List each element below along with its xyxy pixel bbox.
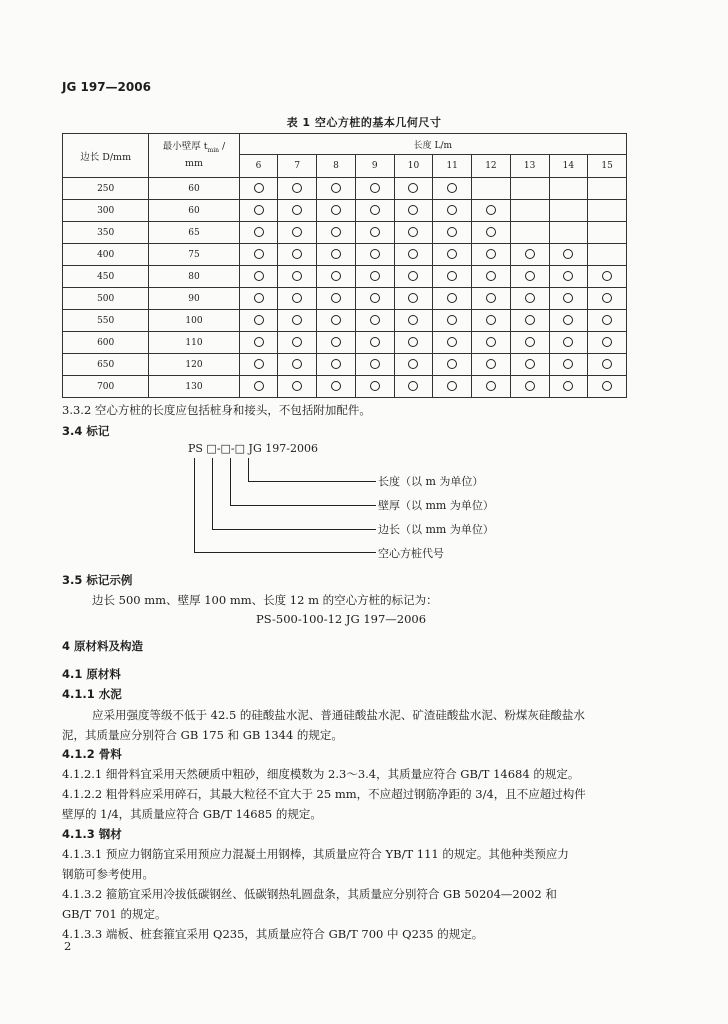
available-circle-icon <box>563 271 573 281</box>
side-length-cell: 350 <box>63 222 149 244</box>
availability-cell <box>317 310 356 332</box>
available-circle-icon <box>292 315 302 325</box>
available-circle-icon <box>370 315 380 325</box>
available-circle-icon <box>370 249 380 259</box>
availability-cell <box>510 266 549 288</box>
table-row <box>63 222 627 244</box>
available-circle-icon <box>563 359 573 369</box>
availability-cell <box>278 200 317 222</box>
available-circle-icon <box>602 293 612 303</box>
availability-cell <box>510 354 549 376</box>
available-circle-icon <box>525 337 535 347</box>
available-circle-icon <box>486 359 496 369</box>
clause-4-1-3-2-line1: 4.1.3.2 箍筋宜采用冷拔低碳钢丝、低碳钢热轧圆盘条，其质量应分别符合 GB 50204—2002 和 <box>62 887 557 901</box>
available-circle-icon <box>486 315 496 325</box>
available-circle-icon <box>525 249 535 259</box>
available-circle-icon <box>292 271 302 281</box>
available-circle-icon <box>331 227 341 237</box>
available-circle-icon <box>254 271 264 281</box>
table-caption: 表 1 空心方桩的基本几何尺寸 <box>286 116 442 129</box>
available-circle-icon <box>254 315 264 325</box>
available-circle-icon <box>408 205 418 215</box>
availability-cell <box>239 222 278 244</box>
chapter-4-heading: 4 原材料及构造 <box>62 639 144 653</box>
availability-cell <box>433 222 472 244</box>
table-row <box>63 376 627 398</box>
availability-cell <box>394 310 433 332</box>
availability-cell <box>317 178 356 200</box>
availability-cell <box>510 288 549 310</box>
header-length: 长度 L/m <box>239 134 626 155</box>
clause-4-1-1-line1: 应采用强度等级不低于 42.5 的硅酸盐水泥、普通硅酸盐水泥、矿渣硅酸盐水泥、粉煤灰硅酸盐水 <box>92 708 585 722</box>
available-circle-icon <box>331 249 341 259</box>
availability-cell <box>355 266 394 288</box>
availability-cell <box>355 222 394 244</box>
side-length-cell: 550 <box>63 310 149 332</box>
availability-cell <box>472 222 511 244</box>
available-circle-icon <box>370 183 380 193</box>
available-circle-icon <box>408 271 418 281</box>
length-col-6: 6 <box>239 155 278 178</box>
header-side: 边长 D/mm <box>63 134 149 178</box>
table-row <box>63 332 627 354</box>
availability-cell <box>510 244 549 266</box>
table-row <box>63 354 627 376</box>
available-circle-icon <box>602 271 612 281</box>
availability-cell <box>317 376 356 398</box>
availability-cell <box>510 310 549 332</box>
availability-cell <box>317 222 356 244</box>
available-circle-icon <box>370 359 380 369</box>
availability-cell <box>472 376 511 398</box>
availability-cell <box>588 310 627 332</box>
table-row <box>63 178 627 200</box>
availability-cell <box>394 178 433 200</box>
available-circle-icon <box>563 315 573 325</box>
marking-example: PS-500-100-12 JG 197—2006 <box>256 612 427 626</box>
wall-thickness-cell: 75 <box>149 244 239 266</box>
availability-cell <box>394 200 433 222</box>
availability-cell <box>239 310 278 332</box>
section-3-5-heading: 3.5 标记示例 <box>62 573 133 587</box>
availability-cell <box>317 244 356 266</box>
side-length-cell: 600 <box>63 332 149 354</box>
side-length-cell: 300 <box>63 200 149 222</box>
marking-label-code: 空心方桩代号 <box>378 547 444 560</box>
available-circle-icon <box>525 293 535 303</box>
available-circle-icon <box>408 359 418 369</box>
available-circle-icon <box>602 337 612 347</box>
availability-cell <box>239 288 278 310</box>
availability-cell <box>317 332 356 354</box>
availability-cell <box>317 288 356 310</box>
available-circle-icon <box>486 381 496 391</box>
clause-4-1-3-1-line2: 钢筋可参考使用。 <box>62 867 154 881</box>
availability-cell <box>355 310 394 332</box>
available-circle-icon <box>370 271 380 281</box>
availability-cell <box>549 222 588 244</box>
length-col-10: 10 <box>394 155 433 178</box>
availability-cell <box>278 354 317 376</box>
available-circle-icon <box>331 359 341 369</box>
availability-cell <box>239 244 278 266</box>
availability-cell <box>394 244 433 266</box>
available-circle-icon <box>254 293 264 303</box>
availability-cell <box>549 354 588 376</box>
available-circle-icon <box>331 205 341 215</box>
available-circle-icon <box>447 359 457 369</box>
availability-cell <box>549 266 588 288</box>
available-circle-icon <box>408 315 418 325</box>
section-3-4-heading: 3.4 标记 <box>62 424 110 438</box>
available-circle-icon <box>486 205 496 215</box>
availability-cell <box>355 288 394 310</box>
section-4-1-heading: 4.1 原材料 <box>62 667 121 681</box>
clause-4-1-2-2-line1: 4.1.2.2 粗骨料应采用碎石，其最大粒径不宜大于 25 mm，不应超过钢筋净距的 3/4，且不应超过构件 <box>62 787 586 801</box>
availability-cell <box>472 200 511 222</box>
available-circle-icon <box>370 381 380 391</box>
availability-cell <box>394 354 433 376</box>
availability-cell <box>510 178 549 200</box>
available-circle-icon <box>447 293 457 303</box>
available-circle-icon <box>447 205 457 215</box>
section-4-1-2-heading: 4.1.2 骨料 <box>62 747 122 761</box>
availability-cell <box>588 376 627 398</box>
available-circle-icon <box>602 381 612 391</box>
length-col-11: 11 <box>433 155 472 178</box>
availability-cell <box>549 200 588 222</box>
marking-label-length: 长度（以 m 为单位） <box>378 475 484 488</box>
length-col-9: 9 <box>355 155 394 178</box>
available-circle-icon <box>525 315 535 325</box>
table-row <box>63 266 627 288</box>
availability-cell <box>588 266 627 288</box>
availability-cell <box>278 288 317 310</box>
available-circle-icon <box>408 381 418 391</box>
available-circle-icon <box>292 293 302 303</box>
wall-thickness-cell: 130 <box>149 376 239 398</box>
availability-cell <box>472 266 511 288</box>
available-circle-icon <box>370 205 380 215</box>
clause-3-5-text: 边长 500 mm、壁厚 100 mm、长度 12 m 的空心方桩的标记为： <box>92 593 438 607</box>
availability-cell <box>433 200 472 222</box>
available-circle-icon <box>370 227 380 237</box>
wall-thickness-cell: 100 <box>149 310 239 332</box>
clause-4-1-3-3: 4.1.3.3 端板、桩套箍宜采用 Q235，其质量应符合 GB/T 700 中 Q235 的规定。 <box>62 927 484 941</box>
available-circle-icon <box>602 359 612 369</box>
availability-cell <box>278 178 317 200</box>
availability-cell <box>355 178 394 200</box>
wall-thickness-cell: 60 <box>149 200 239 222</box>
availability-cell <box>433 266 472 288</box>
length-col-7: 7 <box>278 155 317 178</box>
availability-cell <box>588 222 627 244</box>
available-circle-icon <box>447 227 457 237</box>
section-4-1-3-heading: 4.1.3 钢材 <box>62 827 122 841</box>
available-circle-icon <box>254 381 264 391</box>
available-circle-icon <box>563 293 573 303</box>
available-circle-icon <box>254 337 264 347</box>
available-circle-icon <box>563 337 573 347</box>
wall-thickness-cell: 65 <box>149 222 239 244</box>
marking-label-side: 边长（以 mm 为单位） <box>378 523 494 536</box>
availability-cell <box>278 310 317 332</box>
clause-4-1-1-line2: 泥，其质量应分别符合 GB 175 和 GB 1344 的规定。 <box>62 728 343 742</box>
availability-cell <box>472 332 511 354</box>
availability-cell <box>549 178 588 200</box>
side-length-cell: 700 <box>63 376 149 398</box>
available-circle-icon <box>331 381 341 391</box>
header-wall: 最小壁厚 $t_{min}$ / mm <box>149 134 239 178</box>
availability-cell <box>239 376 278 398</box>
available-circle-icon <box>525 359 535 369</box>
availability-cell <box>510 332 549 354</box>
header-wall-unit: mm <box>184 158 203 170</box>
availability-cell <box>472 178 511 200</box>
clause-4-1-2-1: 4.1.2.1 细骨料宜采用天然硬质中粗砂，细度模数为 2.3～3.4，其质量应符合 GB/T 14684 的规定。 <box>62 767 580 781</box>
available-circle-icon <box>408 183 418 193</box>
availability-cell <box>588 288 627 310</box>
wall-thickness-cell: 60 <box>149 178 239 200</box>
availability-cell <box>278 244 317 266</box>
side-length-cell: 400 <box>63 244 149 266</box>
available-circle-icon <box>292 337 302 347</box>
clause-4-1-3-1-line1: 4.1.3.1 预应力钢筋宜采用预应力混凝土用钢棒，其质量应符合 YB/T 111 的规定。其他种类预应力 <box>62 847 569 861</box>
wall-thickness-cell: 80 <box>149 266 239 288</box>
availability-cell <box>239 354 278 376</box>
length-col-13: 13 <box>510 155 549 178</box>
available-circle-icon <box>254 249 264 259</box>
available-circle-icon <box>486 271 496 281</box>
available-circle-icon <box>486 337 496 347</box>
available-circle-icon <box>408 249 418 259</box>
available-circle-icon <box>292 227 302 237</box>
available-circle-icon <box>447 249 457 259</box>
available-circle-icon <box>254 183 264 193</box>
available-circle-icon <box>331 337 341 347</box>
table-row <box>63 310 627 332</box>
side-length-cell: 450 <box>63 266 149 288</box>
availability-cell <box>472 310 511 332</box>
available-circle-icon <box>292 205 302 215</box>
available-circle-icon <box>486 249 496 259</box>
table-row <box>63 200 627 222</box>
availability-cell <box>355 376 394 398</box>
available-circle-icon <box>331 271 341 281</box>
availability-cell <box>472 354 511 376</box>
available-circle-icon <box>331 183 341 193</box>
available-circle-icon <box>408 293 418 303</box>
available-circle-icon <box>563 381 573 391</box>
availability-cell <box>394 266 433 288</box>
header-wall-label: 最小壁厚 t <box>162 140 208 152</box>
length-col-8: 8 <box>317 155 356 178</box>
availability-cell <box>394 288 433 310</box>
availability-cell <box>588 200 627 222</box>
wall-thickness-cell: 90 <box>149 288 239 310</box>
length-col-14: 14 <box>549 155 588 178</box>
availability-cell <box>433 310 472 332</box>
available-circle-icon <box>447 381 457 391</box>
marking-code: PS □-□-□ JG 197-2006 <box>188 442 318 455</box>
length-col-15: 15 <box>588 155 627 178</box>
available-circle-icon <box>292 381 302 391</box>
availability-cell <box>588 332 627 354</box>
availability-cell <box>510 376 549 398</box>
availability-cell <box>549 376 588 398</box>
availability-cell <box>394 222 433 244</box>
availability-cell <box>510 222 549 244</box>
availability-cell <box>394 332 433 354</box>
page-number: 2 <box>64 939 72 953</box>
availability-cell <box>433 244 472 266</box>
wall-thickness-cell: 110 <box>149 332 239 354</box>
availability-cell <box>317 200 356 222</box>
availability-cell <box>355 354 394 376</box>
availability-cell <box>239 332 278 354</box>
available-circle-icon <box>254 205 264 215</box>
availability-cell <box>549 332 588 354</box>
available-circle-icon <box>525 381 535 391</box>
availability-cell <box>239 266 278 288</box>
clause-3-3-2: 3.3.2 空心方桩的长度应包括桩身和接头，不包括附加配件。 <box>62 403 371 417</box>
available-circle-icon <box>525 271 535 281</box>
available-circle-icon <box>370 293 380 303</box>
availability-cell <box>588 244 627 266</box>
available-circle-icon <box>254 359 264 369</box>
available-circle-icon <box>254 227 264 237</box>
geometry-table <box>62 133 627 398</box>
available-circle-icon <box>563 249 573 259</box>
available-circle-icon <box>370 337 380 347</box>
available-circle-icon <box>408 227 418 237</box>
wall-thickness-cell: 120 <box>149 354 239 376</box>
side-length-cell: 250 <box>63 178 149 200</box>
available-circle-icon <box>447 271 457 281</box>
section-4-1-1-heading: 4.1.1 水泥 <box>62 687 122 701</box>
availability-cell <box>433 376 472 398</box>
side-length-cell: 500 <box>63 288 149 310</box>
availability-cell <box>394 376 433 398</box>
availability-cell <box>472 244 511 266</box>
side-length-cell: 650 <box>63 354 149 376</box>
table-row <box>63 288 627 310</box>
available-circle-icon <box>447 183 457 193</box>
availability-cell <box>278 376 317 398</box>
availability-cell <box>510 200 549 222</box>
marking-diagram <box>0 440 728 570</box>
available-circle-icon <box>486 293 496 303</box>
availability-cell <box>355 244 394 266</box>
availability-cell <box>355 200 394 222</box>
table-row <box>63 244 627 266</box>
availability-cell <box>239 178 278 200</box>
header-wall-sub: min <box>207 146 220 154</box>
available-circle-icon <box>408 337 418 347</box>
marking-label-wall: 壁厚（以 mm 为单位） <box>378 499 494 512</box>
available-circle-icon <box>331 293 341 303</box>
availability-cell <box>549 244 588 266</box>
availability-cell <box>355 332 394 354</box>
clause-4-1-2-2-line2: 壁厚的 1/4，其质量应符合 GB/T 14685 的规定。 <box>62 807 322 821</box>
available-circle-icon <box>292 359 302 369</box>
availability-cell <box>433 178 472 200</box>
availability-cell <box>433 332 472 354</box>
available-circle-icon <box>292 249 302 259</box>
availability-cell <box>278 266 317 288</box>
available-circle-icon <box>292 183 302 193</box>
availability-cell <box>588 354 627 376</box>
standard-code-header: JG 197—2006 <box>62 80 151 94</box>
availability-cell <box>549 310 588 332</box>
availability-cell <box>317 266 356 288</box>
availability-cell <box>588 178 627 200</box>
available-circle-icon <box>486 227 496 237</box>
length-col-12: 12 <box>472 155 511 178</box>
clause-4-1-3-2-line2: GB/T 701 的规定。 <box>62 907 167 921</box>
available-circle-icon <box>602 315 612 325</box>
availability-cell <box>317 354 356 376</box>
available-circle-icon <box>447 337 457 347</box>
availability-cell <box>433 288 472 310</box>
availability-cell <box>549 288 588 310</box>
available-circle-icon <box>447 315 457 325</box>
available-circle-icon <box>331 315 341 325</box>
availability-cell <box>278 332 317 354</box>
availability-cell <box>278 222 317 244</box>
availability-cell <box>433 354 472 376</box>
availability-cell <box>472 288 511 310</box>
availability-cell <box>239 200 278 222</box>
